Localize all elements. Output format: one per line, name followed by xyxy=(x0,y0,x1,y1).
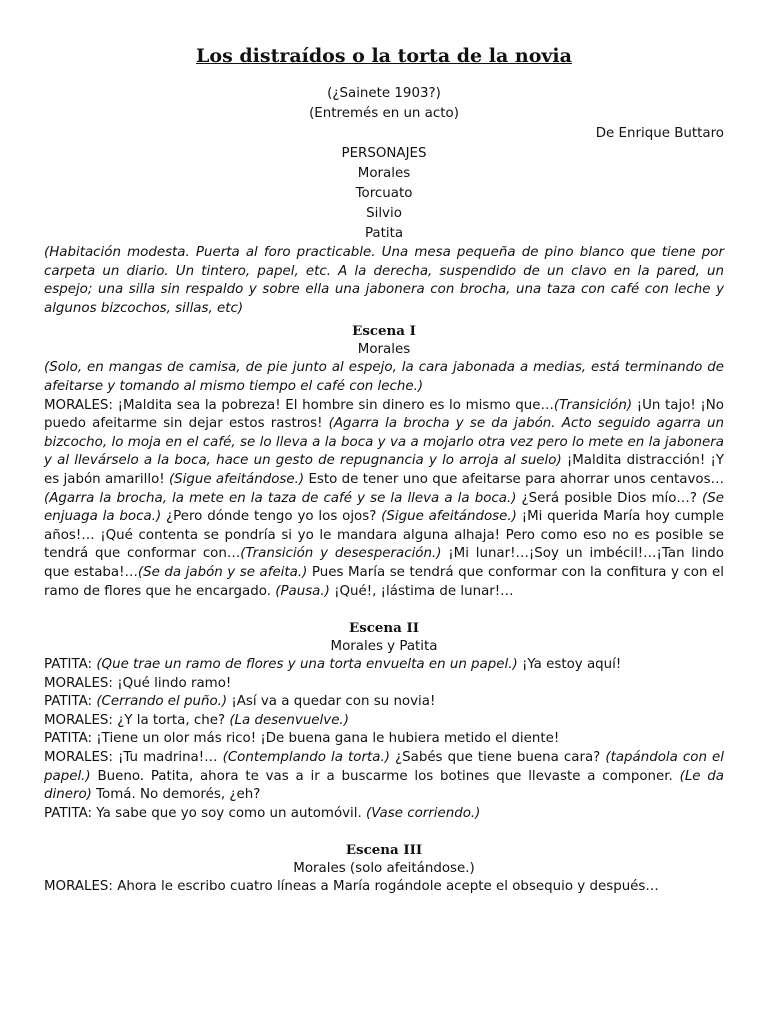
scene-2-line xyxy=(44,805,724,824)
dialogue: ¡Qué!, ¡lástima de lunar!… xyxy=(329,583,514,599)
speaker: MORALES: xyxy=(44,712,113,728)
stage-direction: (Agarra la brocha, la mete en la taza de café y se la lleva a la boca.) xyxy=(44,490,517,506)
stage-direction: (Pausa.) xyxy=(275,583,330,599)
stage-direction: (tapándola con el papel.) xyxy=(44,750,724,784)
dialogue: ¿Sabés que tiene buena cara? xyxy=(389,750,606,766)
scene-1-characters: Morales xyxy=(357,342,411,358)
dialogue: ¡Un tajo! ¡No puedo afeitarme sin dejar estos rastros! xyxy=(44,397,724,432)
character-name: Torcuato xyxy=(355,186,413,201)
scene-2-line xyxy=(44,693,724,712)
dialogue: ¡Qué lindo ramo! xyxy=(112,675,232,691)
speaker: MORALES: xyxy=(44,397,113,413)
scene-1-stage-direction: (Solo, en mangas de camisa, de pie junto al espejo, la cara jabonada a medias, está terminando de afeitarse y tomando al mismo tiempo el café con leche.) xyxy=(44,360,724,394)
scene-1-speech xyxy=(44,397,724,602)
dialogue: Bueno. Patita, ahora te vas a ir a buscarme los botines que llevaste a componer. xyxy=(90,768,680,784)
stage-direction: (Vase corriendo.) xyxy=(366,805,481,821)
dialogue: Pues María se tendrá que conformar con la confitura y con el ramo de flores que he encargado. xyxy=(44,564,724,599)
scene-3-heading: Escena III xyxy=(345,842,423,859)
scene-2-line xyxy=(44,730,724,749)
scene-2-line xyxy=(44,675,724,694)
character-name: Silvio xyxy=(366,206,402,221)
speaker: PATITA: xyxy=(44,694,93,710)
spacer xyxy=(44,601,724,619)
stage-direction: (Se da jabón y se afeita.) xyxy=(137,564,308,580)
speaker: MORALES: xyxy=(44,675,113,691)
dialogue: Tomá. No demorés, ¿eh? xyxy=(91,787,261,803)
dialogue: Ahora le escribo cuatro líneas a María rogándole acepte el obsequio y después… xyxy=(112,879,659,895)
dialogue: Ya sabe que yo soy como un automóvil. xyxy=(92,805,367,821)
stage-direction: (La desenvuelve.) xyxy=(229,712,349,728)
character-name: Morales xyxy=(357,166,411,181)
spacer xyxy=(44,823,724,841)
scene-2-line xyxy=(44,656,724,675)
dialogue: ¡Maldita sea la pobreza! El hombre sin dinero es lo mismo que… xyxy=(112,397,554,413)
stage-direction: (Contemplando la torta.) xyxy=(222,750,390,766)
dialogue: ¿Será posible Dios mío…? xyxy=(516,490,703,506)
dialogue: Esto de tener uno que afeitarse para ahorrar unos centavos… xyxy=(304,471,724,487)
stage-direction: (Cerrando el puño.) xyxy=(96,694,228,710)
stage-direction: (Sigue afeitándose.) xyxy=(381,509,517,525)
scene-2-heading: Escena II xyxy=(348,620,420,637)
scene-3-line xyxy=(44,878,724,897)
setting-description: (Habitación modesta. Puerta al foro practicable. Una mesa pequeña de pino blanco que tiene por carpeta un diario. Un tintero, papel, etc. A la derecha, suspendido de un clavo en la pared, un espejo; una silla sin respaldo y sobre ella una jabonera con brocha, una taza con café con leche y algunos bizcochos, sillas, etc) xyxy=(44,245,724,316)
dialogue: ¡Mi querida María hoy cumple años!… ¡Qué contenta se pondría si yo le mandara alguna alhaja! Pero como eso no es posible se tendrá que conformar con… xyxy=(44,509,724,562)
dialogue: ¡Mi lunar!…¡Soy un imbécil!…¡Tan lindo que estaba!… xyxy=(44,546,724,580)
dialogue: ¡Ya estoy aquí! xyxy=(517,657,622,673)
document-title: Los distraídos o la torta de la novia xyxy=(196,45,572,67)
dialogue: ¡Tu madrina!… xyxy=(112,750,223,766)
scene-2-characters: Morales y Patita xyxy=(330,639,438,655)
subtitle-sainete: (¿Sainete 1903?) xyxy=(327,86,441,101)
author-line: De Enrique Buttaro xyxy=(595,126,724,141)
stage-direction: (Transición) xyxy=(553,397,633,413)
speaker: MORALES: xyxy=(44,879,113,895)
speaker: PATITA: xyxy=(44,731,93,747)
scene-2-line xyxy=(44,749,724,805)
dialogue: ¿Pero dónde tengo yo los ojos? xyxy=(161,509,382,525)
stage-direction: (Que trae un ramo de flores y una torta envuelta en un papel.) xyxy=(96,657,518,673)
stage-direction: (Sigue afeitándose.) xyxy=(168,471,305,487)
dialogue: ¡Así va a quedar con su novia! xyxy=(227,694,436,710)
dialogue: ¡Tiene un olor más rico! ¡De buena gana le hubiera metido el diente! xyxy=(92,731,560,747)
scene-1-heading: Escena I xyxy=(352,323,416,340)
speaker: PATITA: xyxy=(44,805,93,821)
scene-3-characters: Morales (solo afeitándose.) xyxy=(293,861,475,877)
personajes-heading: PERSONAJES xyxy=(341,146,427,161)
dialogue: ¿Y la torta, che? xyxy=(112,712,230,728)
stage-direction: (Le da dinero) xyxy=(44,768,725,803)
speaker: MORALES: xyxy=(44,750,113,766)
subtitle-entremes: (Entremés en un acto) xyxy=(309,106,459,121)
speaker: PATITA: xyxy=(44,657,93,673)
stage-direction: (Agarra la brocha y se da jabón. Acto seguido agarra un bizcocho, lo moja en el café, se lo lleva a la boca y va a mojarlo otra vez pero lo mete en la jabonera y al llevárselo a la boca, hace un gesto de repugnancia y lo arroja al suelo) xyxy=(44,416,724,469)
scene-2-line xyxy=(44,712,724,731)
stage-direction: (Transición y desesperación.) xyxy=(240,546,442,562)
stage-direction: (Se enjuaga la boca.) xyxy=(44,490,724,525)
dialogue: ¡Maldita distracción! ¡Y es jabón amarillo! xyxy=(44,453,724,487)
character-name: Patita xyxy=(364,226,404,241)
